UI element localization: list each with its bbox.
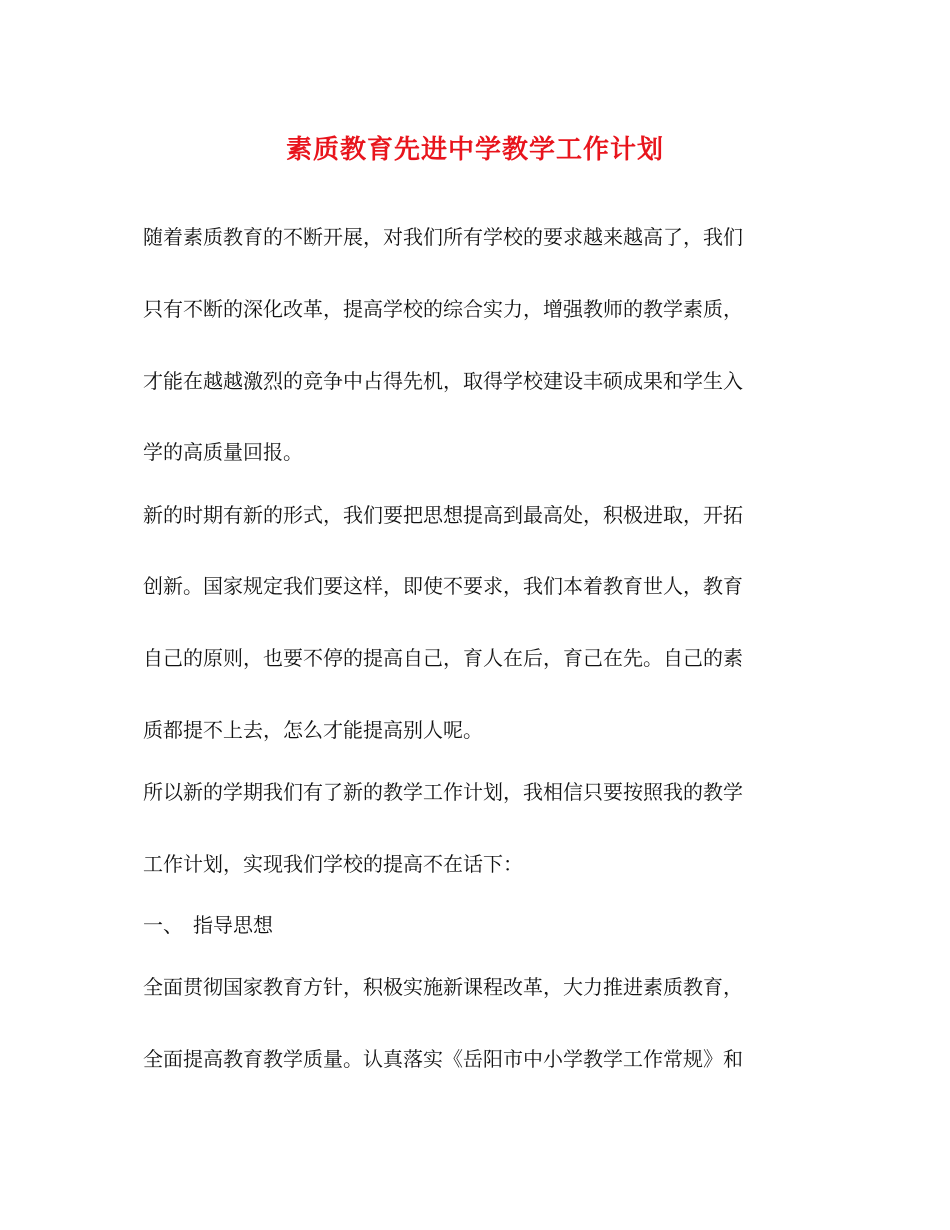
body-line-9: 所以新的学期我们有了新的教学工作计划，我相信只要按照我的教学 [143,780,743,804]
body-line-7: 自己的原则，也要不停的提高自己，育人在后，育己在先。自己的素 [143,646,743,670]
body-line-8: 质都提不上去，怎么才能提高别人呢。 [143,718,483,742]
document-title: 素质教育先进中学教学工作计划 [285,135,664,165]
body-line-1: 随着素质教育的不断开展，对我们所有学校的要求越来越高了，我们 [143,225,743,249]
body-line-13: 全面提高教育教学质量。认真落实《岳阳市中小学教学工作常规》和 [143,1047,743,1071]
section-heading: 一、 指导思想 [143,913,273,937]
body-line-12: 全面贯彻国家教育方针，积极实施新课程改革，大力推进素质教育， [143,975,743,999]
body-line-6: 创新。国家规定我们要这样，即使不要求，我们本着教育世人，教育 [143,574,743,598]
body-line-2: 只有不断的深化改革，提高学校的综合实力，增强教师的教学素质， [143,297,743,321]
body-line-3: 才能在越越激烈的竞争中占得先机，取得学校建设丰硕成果和学生入 [143,369,743,393]
body-line-10: 工作计划，实现我们学校的提高不在话下： [143,852,523,876]
body-line-4: 学的高质量回报。 [143,440,303,464]
body-line-5: 新的时期有新的形式，我们要把思想提高到最高处，积极进取，开拓 [143,503,743,527]
